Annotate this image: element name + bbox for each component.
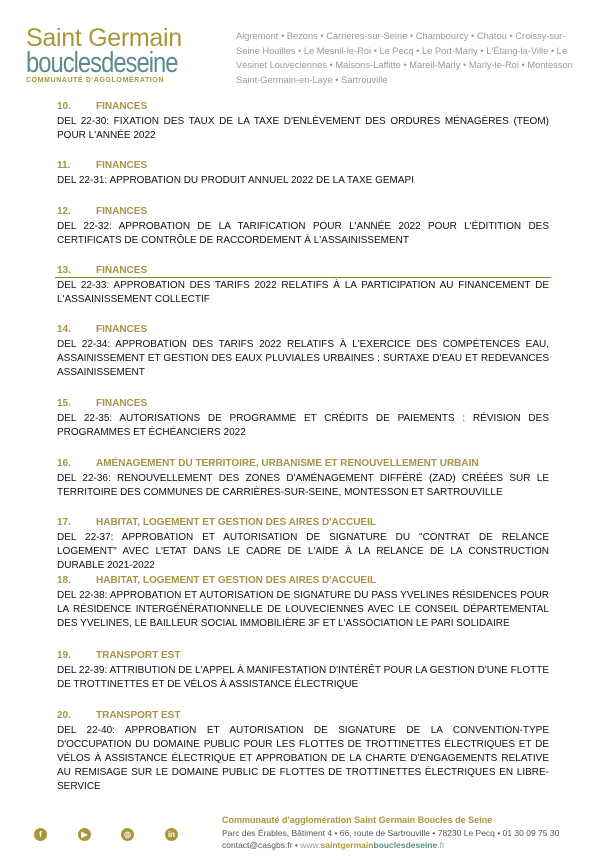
agenda-item: [57, 264, 549, 307]
item-heading: [57, 100, 549, 113]
item-text: DEL 22-38: APPROBATION ET AUTORISATION DE SIGNATURE DU PASS YVELINES RÉSIDENCES POUR LA RÉSIDENCE INTERGÉNÉRATIONNELLE DE LOUVECIENNES AVEC LE CONSEIL DÉPARTEMENTAL DES YVELINES, LE BAILLEUR SOCIAL IMMOBILIÈRE 3F ET L'ASSOCIATION LE PARI SOLIDAIRE: [57, 590, 549, 629]
item-text: DEL 22-37: APPROBATION ET AUTORISATION DE SIGNATURE DU "CONTRAT DE RELANCE LOGEMENT" AVEC L'ETAT DANS LE CADRE DE L'AIDE À LA RELANCE DE LA CONSTRUCTION DURABLE 2021-2022: [57, 532, 549, 571]
item-number: 20.: [57, 710, 71, 721]
logo: [26, 26, 196, 84]
item-text: DEL 22-39: ATTRIBUTION DE L'APPEL À MANIFESTATION D'INTÉRÊT POUR LA GESTION D'UNE FLOTTE DE TROTTINETTES ET DE VÉLOS À ASSISTANCE ÉLECTRIQUE: [57, 665, 549, 690]
item-number: 10.: [57, 101, 71, 112]
item-number: 15.: [57, 398, 71, 409]
item-title: AMÉNAGEMENT DU TERRITOIRE, URBANISME ET RENOUVELLEMENT URBAIN: [96, 458, 479, 469]
footer-org: Communauté d'agglomération Saint Germain Boucles de Seine: [222, 815, 493, 825]
item-heading: [57, 205, 549, 218]
item-text: DEL 22-34: APPROBATION DES TARIFS 2022 RELATIFS À L'EXERCICE DES COMPÉTENCES EAU, ASSAINISSEMENT ET GESTION DES EAUX PLUVIALES URBAINES : SURTAXE D'EAU ET REDEVANCES ASSAINISSEMENT: [57, 339, 549, 378]
item-text: DEL 22-31: APPROBATION DU PRODUIT ANNUEL 2022 DE LA TAXE GEMAPI: [57, 175, 414, 186]
footer: [0, 800, 614, 860]
divider: [55, 277, 551, 278]
footer-contact: [222, 840, 445, 850]
footer-web-part2[interactable]: bouclesdeseine: [373, 840, 438, 850]
agenda-item: [57, 323, 549, 380]
agenda-item: [57, 574, 549, 631]
item-title: TRANSPORT EST: [96, 710, 181, 721]
logo-line1: Saint Germain: [26, 24, 182, 52]
facebook-icon[interactable]: f: [34, 828, 47, 841]
item-heading: [57, 397, 549, 410]
item-title: FINANCES: [96, 160, 148, 171]
item-title: FINANCES: [96, 324, 148, 335]
item-title: FINANCES: [96, 206, 148, 217]
item-number: 19.: [57, 650, 71, 661]
item-title: HABITAT, LOGEMENT ET GESTION DES AIRES D'ACCUEIL: [96, 517, 376, 528]
item-title: HABITAT, LOGEMENT ET GESTION DES AIRES D'ACCUEIL: [96, 575, 376, 586]
item-heading: [57, 159, 549, 172]
item-number: 11.: [57, 160, 71, 171]
item-title: TRANSPORT EST: [96, 650, 181, 661]
agenda-item: [57, 457, 549, 500]
item-heading: [57, 516, 549, 529]
logo-line2: bouclesdeseine: [26, 47, 178, 79]
item-number: 16.: [57, 458, 71, 469]
item-text: DEL 22-30: FIXATION DES TAUX DE LA TAXE D'ENLÈVEMENT DES ORDURES MÉNAGÈRES (TEOM) POUR L'ANNÉE 2022: [57, 116, 549, 141]
item-text: DEL 22-33: APPROBATION DES TARIFS 2022 RELATIFS À LA PARTICIPATION AU FINANCEMENT DE L'ASSAINISSEMENT COLLECTIF: [57, 280, 549, 305]
item-text: DEL 22-40: APPROBATION ET AUTORISATION DE SIGNATURE DE LA CONVENTION-TYPE D'OCCUPATION DU DOMAINE PUBLIC POUR LES FLOTTES DE TROTTINETTES ÉLECTRIQUES ET DE VÉLOS À ASSISTANCE ÉLECTRIQUE ET APPROBATION DE LA CHARTE D'ENGAGEMENTS RELATIVE AU REMISAGE SUR LE DOMAINE PUBLIC DE FLOTTES DE TROTTINETTES ÉLECTRIQUES EN LIBRE-SERVICE: [57, 725, 549, 792]
item-title: FINANCES: [96, 398, 148, 409]
item-number: 18.: [57, 575, 71, 586]
item-heading: [57, 457, 549, 470]
item-number: 12.: [57, 206, 71, 217]
linkedin-icon[interactable]: in: [165, 828, 178, 841]
footer-web-suffix[interactable]: .fr: [437, 840, 445, 850]
footer-email[interactable]: contact@casgbs.fr •: [222, 840, 298, 850]
item-number: 13.: [57, 265, 71, 276]
item-title: FINANCES: [96, 101, 148, 112]
agenda-item: [57, 100, 549, 143]
footer-web-part1[interactable]: saintgermain: [320, 840, 374, 850]
item-text: DEL 22-36: RENOUVELLEMENT DES ZONES D'AMÉNAGEMENT DIFFÉRÉ (ZAD) CRÉÉES SUR LE TERRITOIRE DES COMMUNES DE CARRIÈRES-SUR-SEINE, MONTESSON ET SARTROUVILLE: [57, 473, 549, 498]
agenda-item: [57, 516, 549, 573]
item-number: 17.: [57, 517, 71, 528]
member-towns: Aigremont • Bezons • Carrières-sur-Seine • Chambourcy • Chatou • Croissy-sur-Seine Houilles • Le Mesnil-le-Roi • Le Pecq • Le Port-Marly • L'Étang-la-Ville • Le Vésinet Louveciennes • Maisons-Laffitte • Mareil-Marly • Marly-le-Roi • Montesson Saint-Germain-en-Laye • Sartrouville: [236, 31, 573, 85]
logo-line3: COMMUNAUTÉ D'AGGLOMÉRATION: [26, 77, 165, 84]
item-text: DEL 22-35: AUTORISATIONS DE PROGRAMME ET CRÉDITS DE PAIEMENTS : RÉVISION DES PROGRAMMES ET ÉCHÉANCIERS 2022: [57, 413, 549, 438]
item-title: FINANCES: [96, 265, 148, 276]
item-text: DEL 22-32: APPROBATION DE LA TARIFICATION POUR L'ANNÉE 2022 POUR L'ÉDITITION DES CERTIFICATS DE CONTRÔLE DE RACCORDEMENT À L'ASSAINISSEMENT: [57, 221, 549, 246]
footer-web-prefix[interactable]: www.: [300, 840, 321, 850]
item-heading: [57, 649, 549, 662]
item-heading: [57, 264, 549, 277]
agenda-item: [57, 205, 549, 248]
item-heading: [57, 709, 549, 722]
agenda-item: [57, 649, 549, 692]
item-number: 14.: [57, 324, 71, 335]
agenda-item: [57, 159, 549, 188]
agenda-item: [57, 709, 549, 794]
footer-address: Parc des Érables, Bâtiment 4 • 66, route de Sartrouville • 78230 Le Pecq • 01 30 09 75 30: [222, 828, 560, 838]
instagram-icon[interactable]: ◎: [121, 828, 134, 841]
agenda-item: [57, 397, 549, 440]
youtube-icon[interactable]: ▶: [78, 828, 91, 841]
item-heading: [57, 574, 549, 587]
item-heading: [57, 323, 549, 336]
